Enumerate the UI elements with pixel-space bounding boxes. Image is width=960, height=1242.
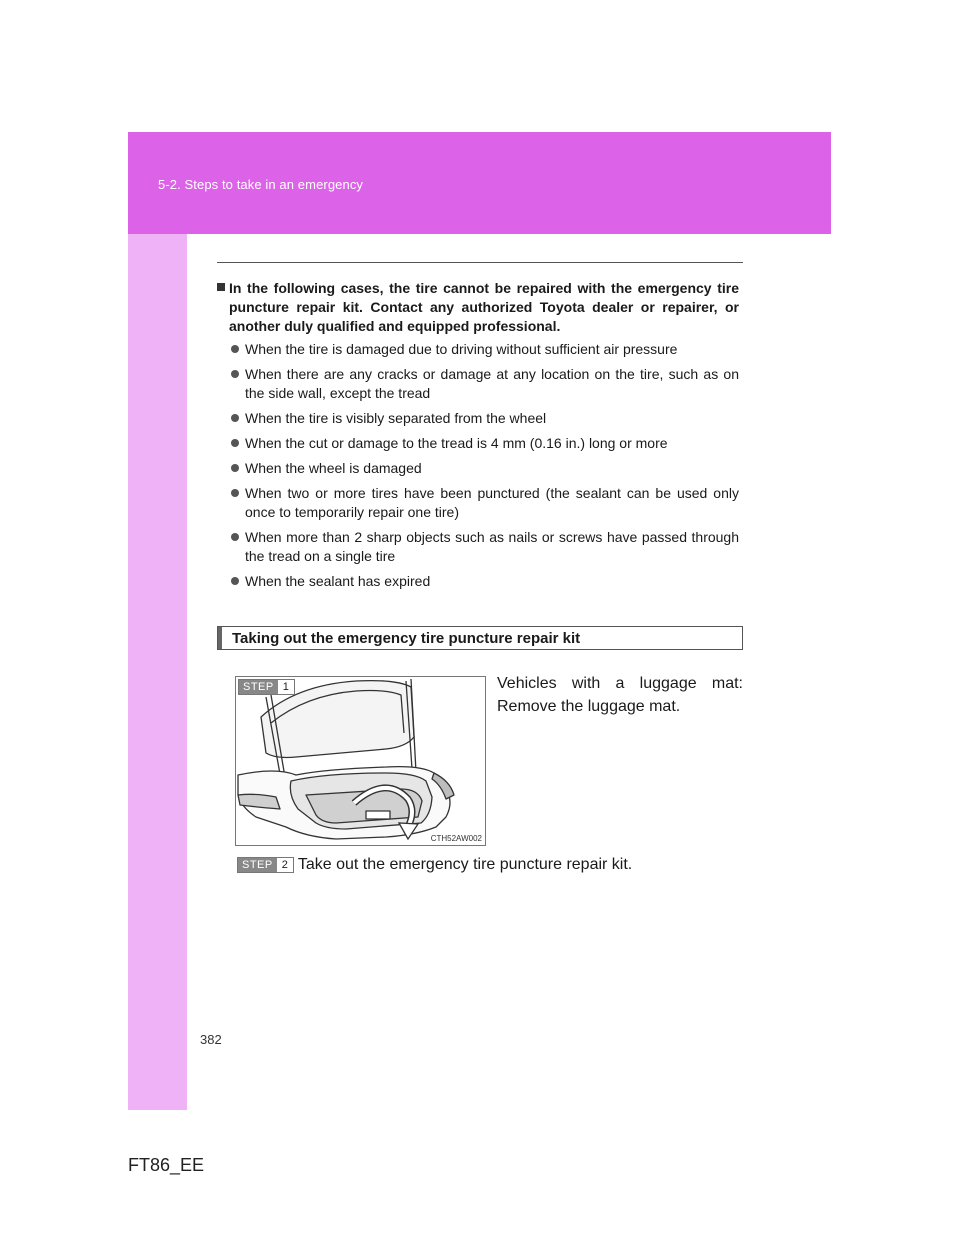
list-item: When the tire is damaged due to driving without sufficient air pressure: [231, 340, 739, 359]
trunk-lid-illustration: [236, 677, 485, 845]
bullet-list: [217, 340, 739, 591]
bullet-dot-icon: [231, 439, 239, 447]
step-2: [237, 856, 632, 874]
list-item: When the wheel is damaged: [231, 459, 739, 478]
page-number: 382: [200, 1032, 222, 1047]
bullet-dot-icon: [231, 577, 239, 585]
note-heading: [217, 279, 739, 336]
note-heading-text: In the following cases, the tire cannot be repaired with the emergency tire puncture repair kit. Contact any authorized Toyota dealer or repairer, or another duly qualified and equipped professional.: [229, 280, 739, 334]
figure-code: CTH52AW002: [430, 834, 482, 843]
doc-code: FT86_EE: [128, 1155, 205, 1175]
step-1-text: Vehicles with a luggage mat: Remove the luggage mat.: [497, 675, 743, 715]
step-2-text: Take out the emergency tire puncture repair kit.: [297, 856, 633, 873]
list-item: When the tire is visibly separated from the wheel: [231, 409, 739, 428]
list-item: When the sealant has expired: [231, 572, 739, 591]
step-2-badge: STEP 2: [237, 857, 294, 873]
section-title: 5-2. Steps to take in an emergency: [158, 177, 364, 192]
subheading: Taking out the emergency tire puncture repair kit: [232, 629, 581, 647]
subheading-box: [217, 626, 743, 650]
note-block: [217, 279, 739, 597]
list-item: When two or more tires have been punctured (the sealant can be used only once to temporarily repair one tire): [231, 484, 739, 522]
top-rule: [217, 262, 743, 263]
list-item: When more than 2 sharp objects such as nails or screws have passed through the tread on a single tire: [231, 528, 739, 566]
square-bullet-icon: [217, 283, 225, 291]
subheading-bar: [218, 627, 222, 649]
bullet-dot-icon: [231, 345, 239, 353]
bullet-dot-icon: [231, 370, 239, 378]
list-item: When there are any cracks or damage at any location on the tire, such as on the side wall, except the tread: [231, 365, 739, 403]
bullet-dot-icon: [231, 414, 239, 422]
trunk-illustration: [235, 676, 486, 846]
bullet-dot-icon: [231, 464, 239, 472]
step-1-badge: STEP 1: [238, 679, 295, 695]
list-item: When the cut or damage to the tread is 4 mm (0.16 in.) long or more: [231, 434, 739, 453]
bullet-dot-icon: [231, 489, 239, 497]
bullet-dot-icon: [231, 533, 239, 541]
side-band: [128, 234, 187, 1110]
